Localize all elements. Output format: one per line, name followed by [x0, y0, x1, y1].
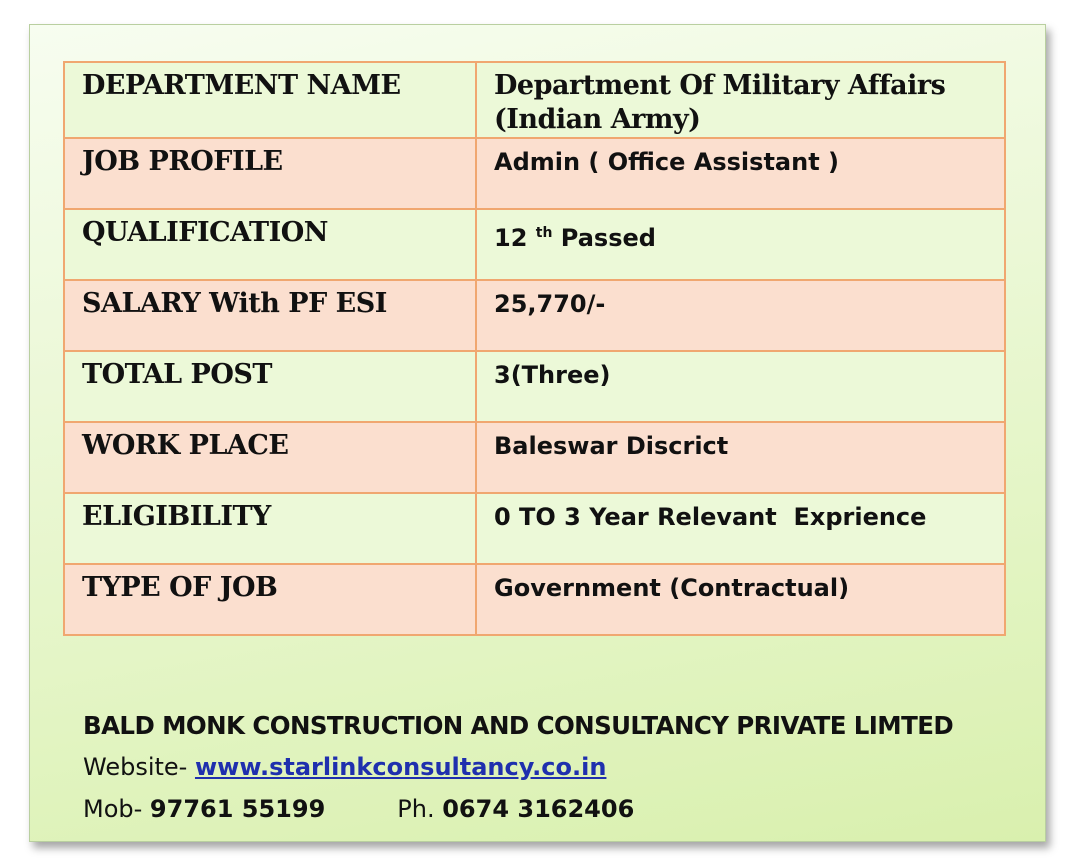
job-details-table: [63, 61, 1006, 636]
department-value-cell: [476, 62, 1005, 138]
mobile-label: Mob-: [83, 795, 150, 823]
contact-footer: [83, 706, 1043, 830]
work-place-value-cell: [476, 422, 1005, 493]
table-row-department: [64, 62, 1005, 138]
total-post-value-cell: [476, 351, 1005, 422]
qualification-value-number: 12: [494, 224, 536, 252]
qualification-value-rest: Passed: [552, 224, 656, 252]
type-of-job-label-cell: [64, 564, 476, 635]
table-row-total-post: [64, 351, 1005, 422]
work-place-label-cell: [64, 422, 476, 493]
qualification-value: [494, 224, 656, 252]
eligibility-value: 0 TO 3 Year Relevant Exprience: [494, 503, 927, 531]
qualification-value-sup: th: [535, 225, 553, 241]
work-place-label: WORK PLACE: [82, 430, 289, 461]
department-label: DEPARTMENT NAME: [82, 70, 401, 101]
type-of-job-label: TYPE OF JOB: [82, 572, 278, 603]
table-row-type-of-job: [64, 564, 1005, 635]
table-row-eligibility: [64, 493, 1005, 564]
salary-value-cell: [476, 280, 1005, 351]
qualification-value-cell: [476, 209, 1005, 280]
website-link[interactable]: www.starlinkconsultancy.co.in: [194, 753, 607, 781]
phone-number: 0674 3162406: [442, 795, 635, 823]
job-profile-value-cell: [476, 138, 1005, 209]
phone-label: Ph.: [397, 795, 443, 823]
total-post-label: TOTAL POST: [82, 359, 272, 390]
department-value: Department Of Military Affairs (Indian Army): [494, 70, 946, 135]
type-of-job-value-cell: [476, 564, 1005, 635]
website-label: Website-: [83, 753, 195, 781]
qualification-label-cell: [64, 209, 476, 280]
table-row-salary: [64, 280, 1005, 351]
salary-label: SALARY With PF ESI: [82, 288, 387, 319]
eligibility-value-cell: [476, 493, 1005, 564]
table-row-qualification: [64, 209, 1005, 280]
website-line: [83, 746, 1043, 788]
eligibility-label: ELIGIBILITY: [82, 501, 271, 532]
table-row-job-profile: [64, 138, 1005, 209]
phone-line: [83, 788, 1043, 830]
work-place-value: Baleswar Discrict: [494, 432, 729, 460]
eligibility-label-cell: [64, 493, 476, 564]
total-post-value: 3(Three): [494, 361, 611, 389]
job-profile-label-cell: [64, 138, 476, 209]
total-post-label-cell: [64, 351, 476, 422]
department-label-cell: [64, 62, 476, 138]
mobile-number: 97761 55199: [149, 795, 326, 823]
salary-label-cell: [64, 280, 476, 351]
type-of-job-value: Government (Contractual): [494, 574, 850, 602]
table-row-work-place: [64, 422, 1005, 493]
qualification-label: QUALIFICATION: [82, 217, 328, 248]
job-profile-label: JOB PROFILE: [82, 146, 283, 177]
salary-value: 25,770/-: [494, 290, 606, 318]
job-profile-value: Admin ( Office Assistant ): [494, 148, 839, 176]
company-name: BALD MONK CONSTRUCTION AND CONSULTANCY PRIVATE LIMTED: [83, 711, 954, 740]
